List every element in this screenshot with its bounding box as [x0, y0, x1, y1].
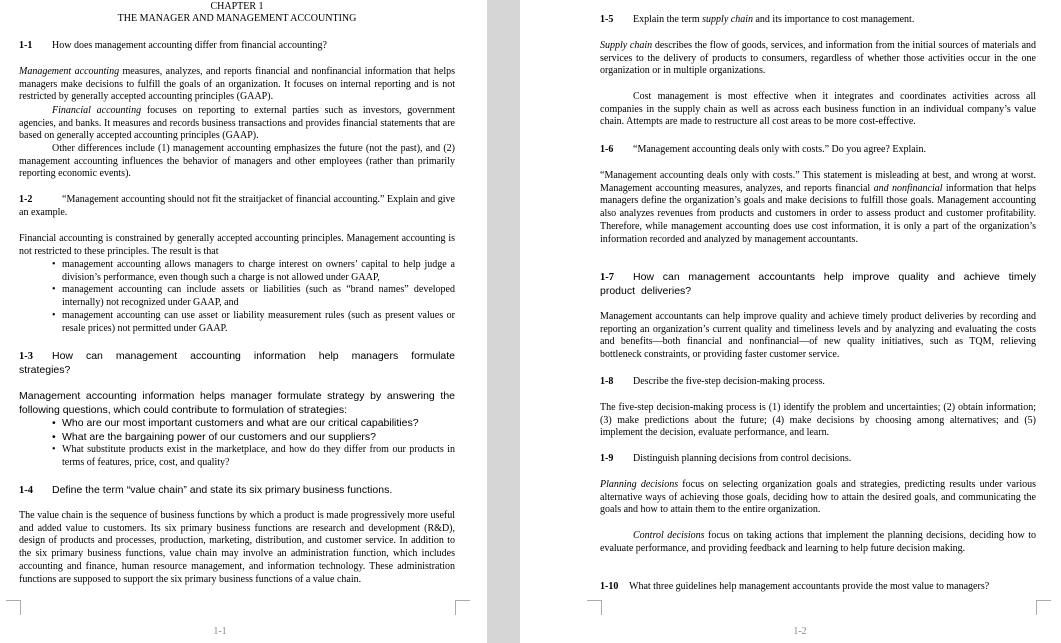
question-1-3: [19, 350, 455, 377]
answer-1-8: The five-step decision-making process is (1) identify the problem and uncertainties; (2) obtain information; (3) make predictions about the future; (4) make decisions by choosing among alternatives; and (5) implement the decision, evaluate performance, and learn.: [600, 402, 1036, 439]
answer-1-1-para-2: [19, 105, 455, 143]
answer-text: “Management accounting deals only with costs.” This statement is misleading at best, and wrong at worst. Management accounting measures, analyzes, and reports financial: [600, 170, 1036, 194]
question-number: 1-7: [600, 272, 614, 283]
page-gap: [487, 0, 520, 643]
question-1-4: [19, 484, 455, 498]
margin-corner-mark: [6, 600, 21, 615]
question-text: Distinguish planning decisions from control decisions.: [633, 453, 852, 464]
answer-1-3-intro: Management accounting information helps manager formulate strategy by answering the following questions, which could contribute to formulation of strategies:: [19, 390, 455, 416]
answer-1-7: Management accountants can help improve quality and achieve timely product deliveries by recording and reporting an organization’s current quality and timeliness levels and by analyzing and evaluating the costs and benefits—both financial and nonfinancial—of new quality initiatives, such as TQM, relieving bottleneck constraints, or providing faster customer service.: [600, 311, 1036, 361]
answer-text: focus on taking actions that implement the planning decisions, deciding how to evaluate performance, and providing feedback and learning to help future decision making.: [600, 530, 1036, 554]
answer-text: focus on selecting organization goals and strategies, predicting results under various alternative ways of achieving those goals, deciding how to attain the desired goals, and communicating the goals and how to attain them to the entire organization.: [600, 479, 1036, 516]
term-planning-decisions: Planning decisions: [600, 479, 679, 490]
answer-1-4: The value chain is the sequence of business functions by which a product is made progressively more useful and added value to customers. Its six primary business functions are research and development (R&D), design of products and processes, production, marketing, distribution, and customer service. In addition to the six primary business functions, value chain may involve an administration function, which includes accounting and finance, human resource management, and information technology. These administration functions are supposed to support the six primary business functions of a value chain.: [19, 510, 455, 585]
term-supply-chain: supply chain: [702, 14, 753, 25]
question-1-8: [600, 376, 1036, 389]
answer-1-9-para-1: [600, 479, 1036, 517]
question-1-10: [600, 581, 1036, 594]
question-number: 1-8: [600, 376, 614, 387]
page-footer: 1-1: [213, 626, 227, 637]
answer-1-5-para-1: [600, 40, 1036, 78]
answer-text: describes the flow of goods, services, and information from the initial sources of materials and services to the delivery of products to consumers, regardless of whether those activities occur in the one organization or in multiple organizations.: [600, 40, 1037, 77]
list-item: • What are the bargaining power of our customers and our suppliers?: [19, 431, 455, 445]
question-1-9: [600, 453, 1036, 466]
margin-corner-mark: [587, 600, 602, 615]
question-text: “Management accounting deals only with costs.” Do you agree? Explain.: [633, 144, 926, 155]
question-number: 1-9: [600, 453, 614, 464]
question-text: Describe the five-step decision-making process.: [633, 376, 825, 387]
page-footer: 1-2: [793, 626, 807, 637]
margin-corner-mark: [1036, 600, 1051, 615]
question-number: 1-5: [600, 14, 614, 25]
chapter-label: CHAPTER 1: [210, 1, 264, 12]
question-1-1: [19, 40, 455, 53]
question-1-7: [600, 271, 1036, 298]
term-control-decisions: Control decisions: [633, 530, 705, 541]
emphasis-text: and nonfinancial: [873, 182, 943, 194]
answer-1-2-bullets: [19, 259, 455, 335]
question-text: How does management accounting differ from financial accounting?: [52, 40, 327, 51]
term-supply-chain: Supply chain: [600, 40, 653, 51]
question-1-2: [19, 194, 455, 219]
term-management-accounting: Management accounting: [19, 66, 120, 77]
question-text: Define the term “value chain” and state its six primary business functions.: [52, 484, 393, 496]
question-number: 1-6: [600, 144, 614, 155]
question-1-6: [600, 144, 1036, 157]
list-item: • management accounting can use asset or liability measurement rules (such as present values or resale prices) not permitted under GAAP.: [19, 310, 455, 335]
answer-text: information that helps managers define the organization’s goals and make decisions to fulfill those goals. Management accounting also analyzes revenues from products and customers in order to assess product and customer profitability. Therefore, while management accounting does use cost information, it is only a part of the organization’s information recorded and analyzed by management accountants.: [600, 182, 1036, 245]
margin-corner-mark: [455, 600, 470, 615]
question-number: 1-3: [19, 351, 33, 362]
chapter-title: THE MANAGER AND MANAGEMENT ACCOUNTING: [117, 13, 357, 24]
answer-1-9-para-2: [600, 530, 1036, 555]
question-text: How can management accountants help improve quality and achieve timely product deliveries?: [600, 271, 1036, 297]
question-text: “Management accounting should not fit the straitjacket of financial accounting.” Explain and give an example.: [19, 194, 455, 218]
list-item: • management accounting allows managers to charge interest on owners’ capital to help judge a division’s performance, even though such a charge is not allowed under GAAP,: [19, 259, 455, 284]
document-page-1: [0, 0, 487, 643]
document-page-2: [520, 0, 1061, 643]
answer-1-1-para-3: Other differences include (1) management accounting emphasizes the future (not the past), and (2) management accounting influences the behavior of managers and other employees (rather than primarily reporting economic events).: [19, 143, 455, 180]
list-item: • Who are our most important customers and what are our critical capabilities?: [19, 417, 455, 431]
question-number: 1-10: [600, 581, 619, 592]
answer-text: focuses on reporting to external parties such as investors, government agencies, and banks. It measures and records business transactions and provides financial statements that are based on generally accepted accounting principles (GAAP).: [19, 105, 455, 142]
question-text: What three guidelines help management accountants provide the most value to managers?: [629, 581, 990, 592]
list-item: • What substitute products exist in the marketplace, and how do they differ from our products in terms of features, price, cost, and quality?: [19, 444, 455, 469]
question-text: and its importance to cost management.: [752, 14, 915, 25]
answer-text: measures, analyzes, and reports financial and nonfinancial information that helps managers make decisions to fulfill the goals of an organization. It focuses on internal reporting and is not restricted by generally accepted accounting principles (GAAP).: [19, 66, 455, 103]
question-number: 1-2: [19, 194, 33, 205]
answer-1-5-para-2: Cost management is most effective when it integrates and coordinates activities across all companies in the supply chain as well as across each business function in an individual company’s value chain. Attempts are made to restructure all cost areas to be more cost-effective.: [600, 91, 1036, 128]
question-text: Explain the term: [633, 14, 703, 25]
question-number: 1-1: [19, 40, 33, 51]
answer-1-2-intro: Financial accounting is constrained by generally accepted accounting principles. Management accounting is not restricted to these principles. The result is that: [19, 233, 455, 257]
question-text: How can management accounting information help managers formulate strategies?: [19, 350, 455, 376]
list-item: • management accounting can include assets or liabilities (such as “brand names” developed internally) not recognized under GAAP, and: [19, 284, 455, 309]
answer-1-6: [600, 170, 1036, 246]
term-financial-accounting: Financial accounting: [52, 105, 142, 116]
answer-1-3-bullets: [19, 417, 455, 469]
answer-1-1-para-1: [19, 66, 455, 104]
question-number: 1-4: [19, 485, 33, 496]
question-1-5: [600, 14, 1036, 27]
